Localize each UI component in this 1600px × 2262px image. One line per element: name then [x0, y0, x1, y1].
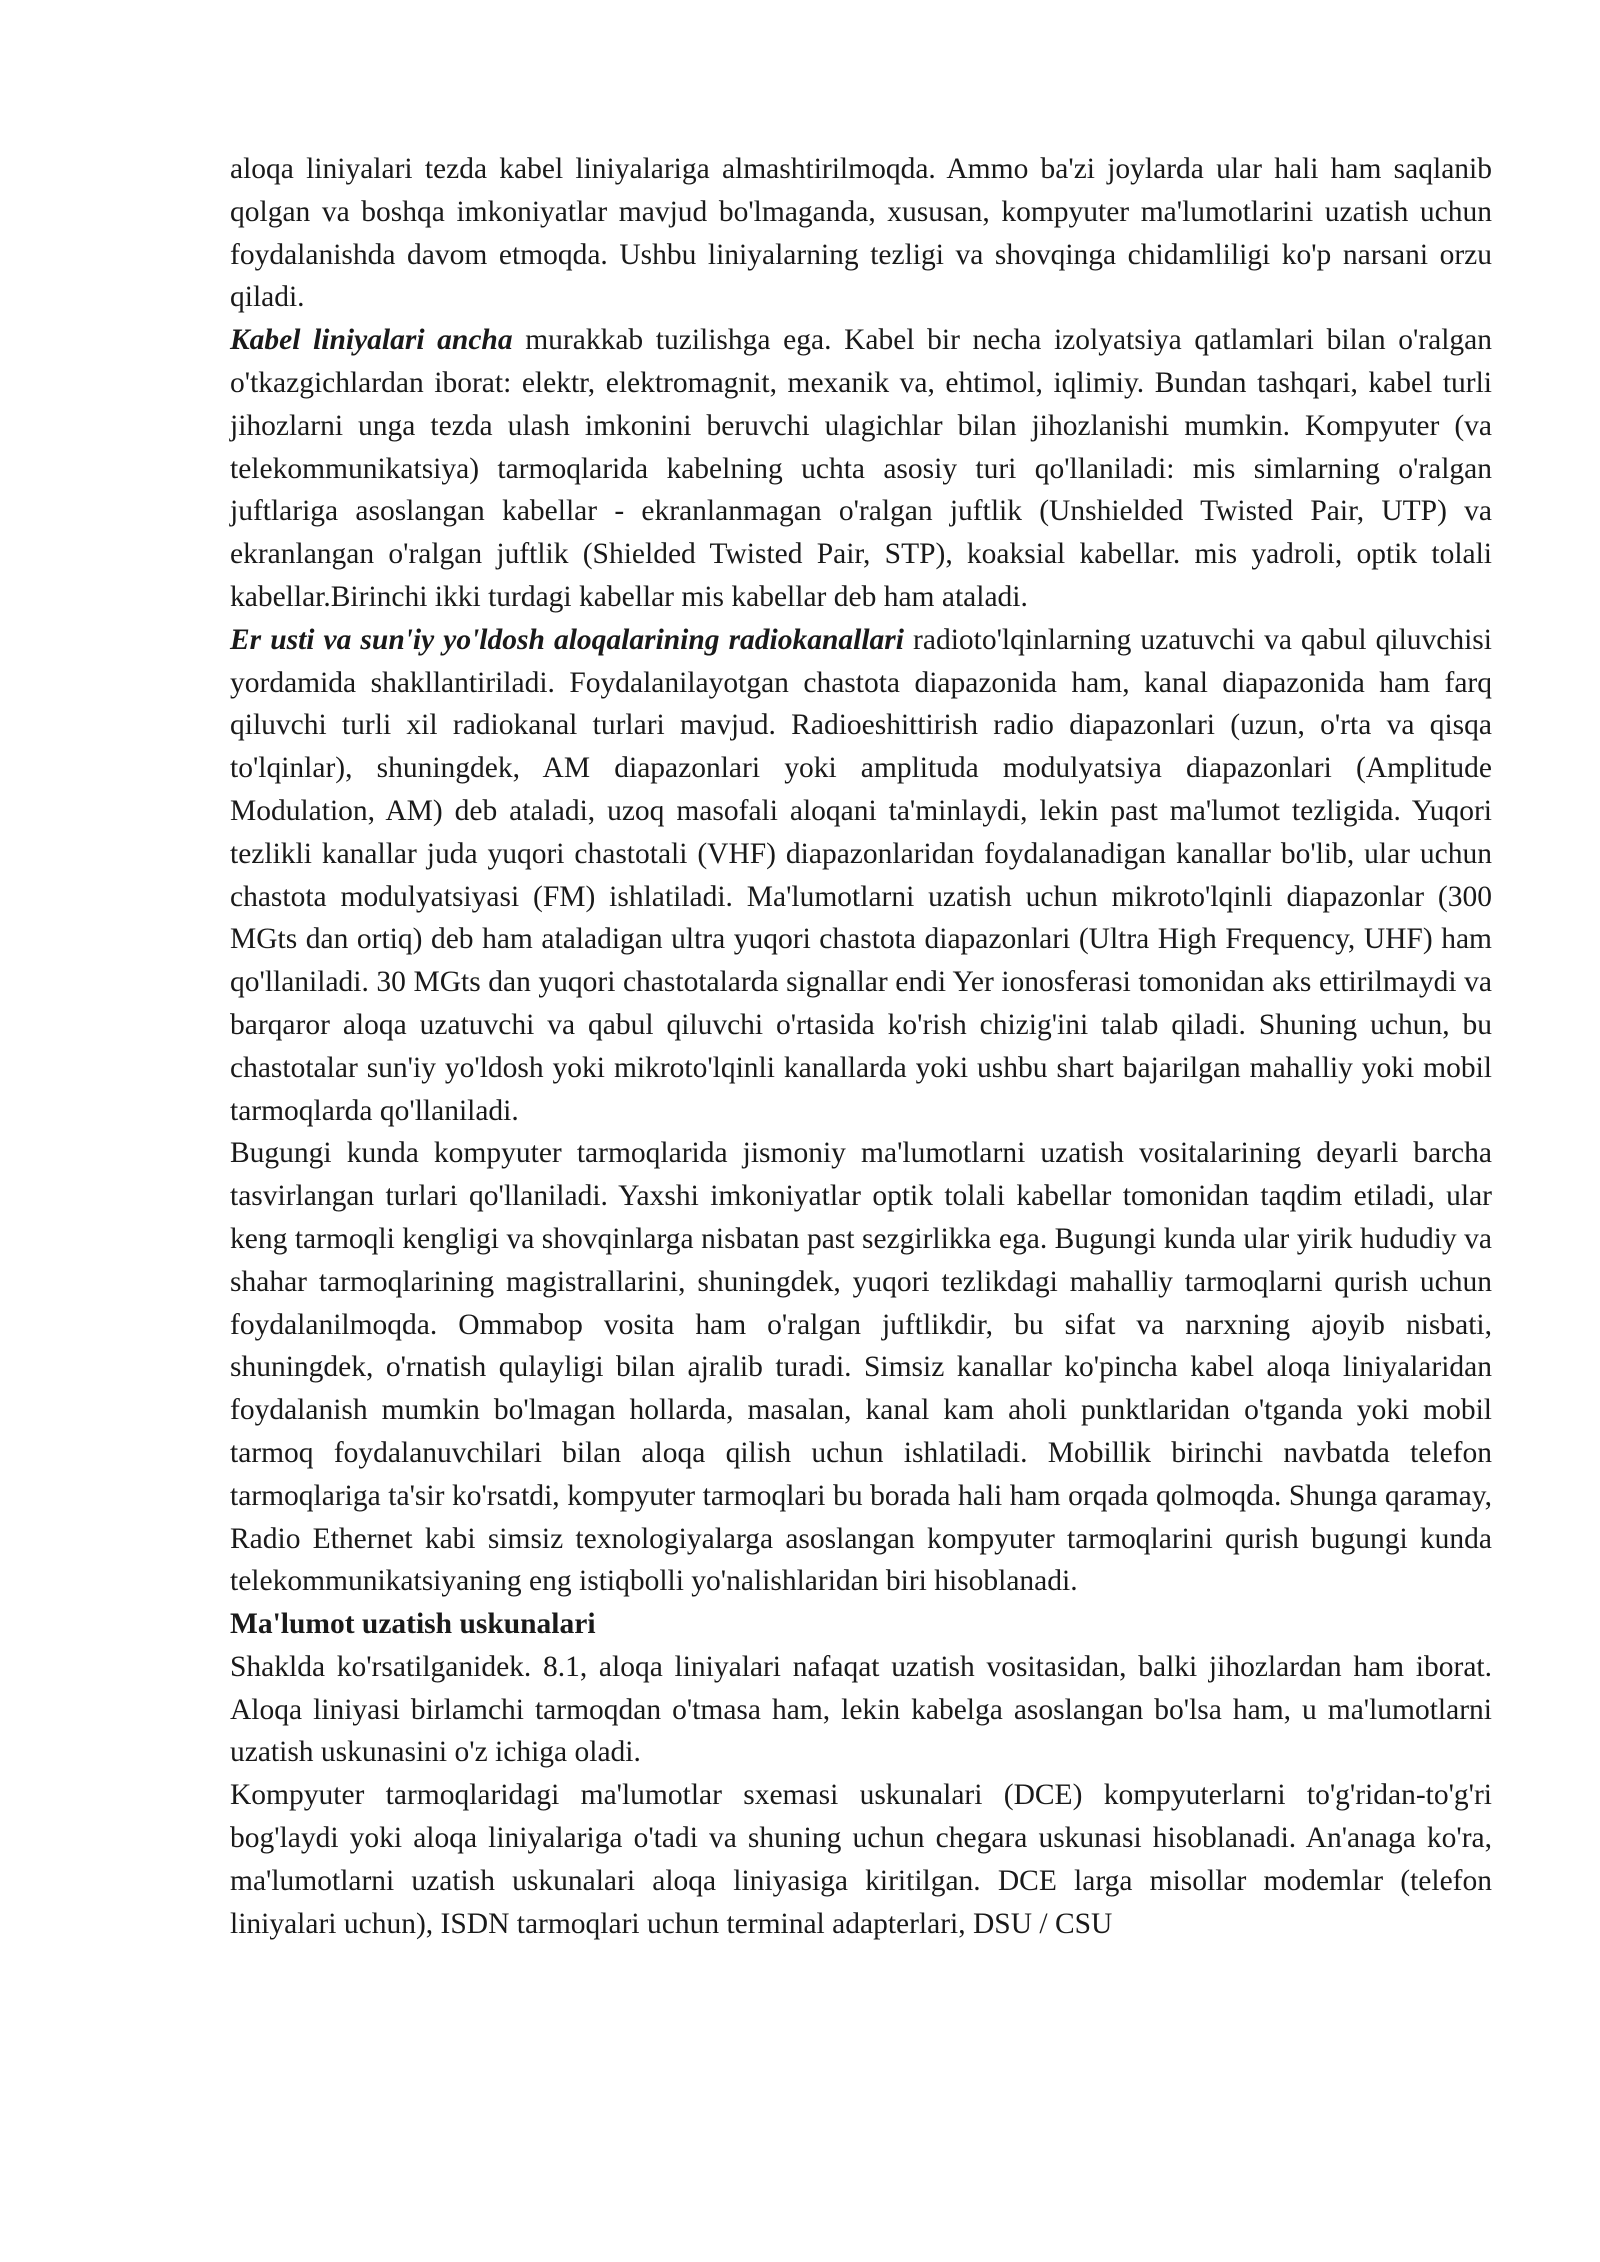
paragraph-text: aloqa liniyalari tezda kabel liniyalariga almashtirilmoqda. Ammo ba'zi joylarda ular hali ham saqlanib qolgan va boshqa imkoniyatlar mavjud bo'lmaganda, xususan, kompyuter ma'lumotlarini uzatish uchun foydalanishda davom etmoqda. Ushbu liniyalarning tezligi va shovqinga chidamliligi ko'p narsani orzu qiladi.: [230, 153, 1492, 314]
paragraph-intro: [230, 148, 1492, 319]
paragraph-cable-lines: [230, 319, 1492, 619]
paragraph-text: murakkab tuzilishga ega. Kabel bir necha izolyatsiya qatlamlari bilan o'ralgan o'tkazgichlardan iborat: elektr, elektromagnit, mexanik va, ehtimol, iqlimiy. Bundan tashqari, kabel turli jihozlarni unga tezda ulash imkonini beruvchi ulagichlar bilan jihozlanishi mumkin. Kompyuter (va telekommunikatsiya) tarmoqlarida kabelning uchta asosiy turi qo'llaniladi: mis simlarning o'ralgan juftlariga asoslangan kabellar - ekranlanmagan o'ralgan juftlik (Unshielded Twisted Pair, UTP) va ekranlangan o'ralgan juftlik (Shielded Twisted Pair, STP), koaksial kabellar. mis yadroli, optik tolali kabellar.Birinchi ikki turdagi kabellar mis kabellar deb ham ataladi.: [230, 324, 1492, 613]
paragraph-text: Kompyuter tarmoqlaridagi ma'lumotlar sxemasi uskunalari (DCE) kompyuterlarni to'g'ridan-to'g'ri bog'laydi yoki aloqa liniyalariga o'tadi va shuning uchun chegara uskunasi hisoblanadi. An'anaga ko'ra, ma'lumotlarni uzatish uskunalari aloqa liniyasiga kiritilgan. DCE larga misollar modemlar (telefon liniyalari uchun), ISDN tarmoqlari uchun terminal adapterlari, DSU / CSU: [230, 1779, 1492, 1940]
paragraph-lead: Er usti va sun'iy yo'ldosh aloqalarining radiokanallari: [230, 623, 904, 656]
paragraph-text: Bugungi kunda kompyuter tarmoqlarida jismoniy ma'lumotlarni uzatish vositalarining deyarli barcha tasvirlangan turlari qo'llaniladi. Yaxshi imkoniyatlar optik tolali kabellar tomonidan taqdim etiladi, ular keng tarmoqli kengligi va shovqinlarga nisbatan past sezgirlikka ega. Bugungi kunda ular yirik hududiy va shahar tarmoqlarining magistrallarini, shuningdek, yuqori tezlikdagi mahalliy tarmoqlarni qurish uchun foydalanilmoqda. Ommabop vosita ham o'ralgan juftlikdir, bu sifat va narxning ajoyib nisbati, shuningdek, o'rnatish qulayligi bilan ajralib turadi. Simsiz kanallar ko'pincha kabel aloqa liniyalaridan foydalanish mumkin bo'lmagan hollarda, masalan, kanal kam aholi punktlaridan o'tganda yoki mobil tarmoq foydalanuvchilari bilan aloqa qilish uchun ishlatiladi. Mobillik birinchi navbatda telefon tarmoqlariga ta'sir ko'rsatdi, kompyuter tarmoqlari bu borada hali ham orqada qolmoqda. Shunga qaramay, Radio Ethernet kabi simsiz texnologiyalarga asoslangan kompyuter tarmoqlarini qurish bugungi kunda telekommunikatsiyaning eng istiqbolli yo'nalishlaridan biri hisoblanadi.: [230, 1137, 1492, 1598]
document-page: [230, 148, 1492, 1945]
paragraph-text: radioto'lqinlarning uzatuvchi va qabul qiluvchisi yordamida shakllantiriladi. Foydalanilayotgan chastota diapazonida ham, kanal diapazonida ham farq qiluvchi turli xil radiokanal turlari mavjud. Radioeshittirish radio diapazonlari (uzun, o'rta va qisqa to'lqinlar), shuningdek, AM diapazonlari yoki amplituda modulyatsiya diapazonlari (Amplitude Modulation, AM) deb ataladi, uzoq masofali aloqani ta'minlaydi, lekin past ma'lumot tezligida. Yuqori tezlikli kanallar juda yuqori chastotali (VHF) diapazonlaridan foydalanadigan kanallar bo'lib, ular uchun chastota modulyatsiyasi (FM) ishlatiladi. Ma'lumotlarni uzatish uchun mikroto'lqinli diapazonlar (300 MGts dan ortiq) deb ham ataladigan ultra yuqori chastota diapazonlari (Ultra High Frequency, UHF) ham qo'llaniladi. 30 MGts dan yuqori chastotalarda signallar endi Yer ionosferasi tomonidan aks ettirilmaydi va barqaror aloqa uzatuvchi va qabul qiluvchi o'rtasida ko'rish chizig'ini talab qiladi. Shuning uchun, bu chastotalar sun'iy yo'ldosh yoki mikroto'lqinli kanallarda yoki ushbu shart bajarilgan mahalliy yoki mobil tarmoqlarda qo'llaniladi.: [230, 623, 1492, 1127]
paragraph-today: [230, 1132, 1492, 1603]
paragraph-figure-ref: [230, 1646, 1492, 1774]
section-heading: Ma'lumot uzatish uskunalari: [230, 1608, 596, 1641]
paragraph-dce: [230, 1774, 1492, 1945]
paragraph-lead: Kabel liniyalari ancha: [230, 324, 513, 357]
paragraph-radio-channels: [230, 619, 1492, 1133]
paragraph-text: Shaklda ko'rsatilganidek. 8.1, aloqa liniyalari nafaqat uzatish vositasidan, balki jihozlardan ham iborat. Aloqa liniyasi birlamchi tarmoqdan o'tmasa ham, lekin kabelga asoslangan bo'lsa ham, u ma'lumotlarni uzatish uskunasini o'z ichiga oladi.: [230, 1650, 1492, 1769]
